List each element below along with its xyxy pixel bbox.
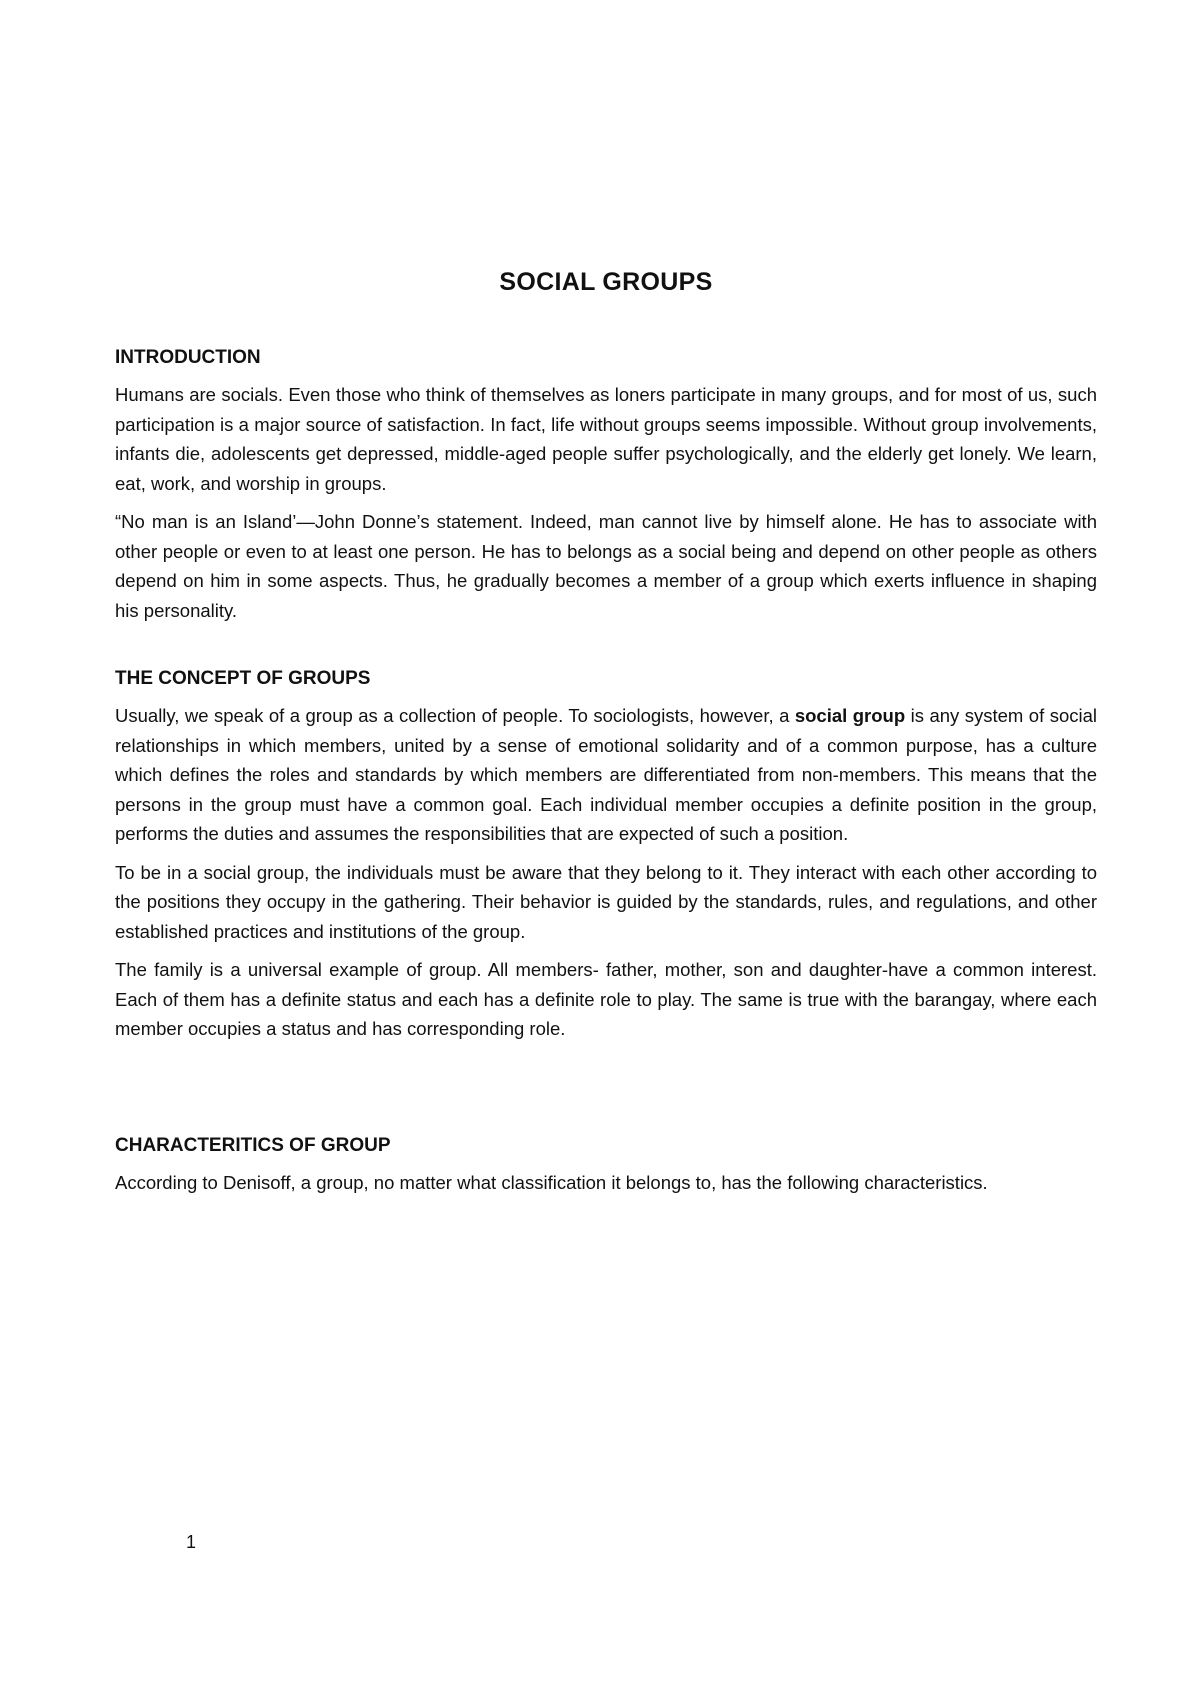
introduction-paragraph-2: “No man is an Island’—John Donne’s statement. Indeed, man cannot live by himself alone. He has to associate with other people or even to at least one person. He has to belongs as a social being and depend on other people as others depend on him in some aspects. Thus, he gradually becomes a member of a group which exerts influence in shaping his personality.: [115, 511, 1097, 621]
concept-paragraph-3: The family is a universal example of group. All members- father, mother, son and daughter-have a common interest. Each of them has a definite status and each has a definite role to play. The same is true with the barangay, where each member occupies a status and has corresponding role.: [115, 959, 1097, 1039]
concept-paragraph-2: To be in a social group, the individuals must be aware that they belong to it. They interact with each other according to the positions they occupy in the gathering. Their behavior is guided by the standards, rules, and regulations, and other established practices and institutions of the group.: [115, 861, 1097, 942]
introduction-paragraph-1: Humans are socials. Even those who think of themselves as loners participate in many groups, and for most of us, such participation is a major source of satisfaction. In fact, life without groups seems impossible. Without group involvements, infants die, adolescents get depressed, middle-aged people suffer psychologically, and the elderly get lonely. We learn, eat, work, and worship in groups.: [115, 384, 1097, 494]
characteristics-paragraph-1: According to Denisoff, a group, no matter what classification it belongs to, has the following characteristics.: [115, 1171, 988, 1193]
concept-paragraph-1-intro: Usually, we speak of a group as a collection of people. To sociologists, however, a: [115, 705, 795, 726]
social-group-term: social group: [794, 705, 906, 726]
document-title: SOCIAL GROUPS: [499, 268, 713, 296]
concept-paragraph-1-rest: is any system of social relationships in which members, united by a sense of emotional solidarity and of a common purpose, has a culture which defines the roles and standards by which members are differentiated from non-members. This means that the persons in the group must have a common goal. Each individual member occupies a definite position in the group, performs the duties and assumes the responsibilities that are expected of such a position.: [115, 705, 1098, 844]
document-body: [115, 262, 1097, 1197]
section-heading-concept: THE CONCEPT OF GROUPS: [115, 668, 371, 689]
section-heading-introduction: INTRODUCTION: [115, 347, 261, 368]
section-heading-characteristics: CHARACTERITICS OF GROUP: [115, 1134, 391, 1156]
page-number: 1: [186, 1532, 197, 1552]
concept-paragraph-1: [115, 701, 1097, 849]
